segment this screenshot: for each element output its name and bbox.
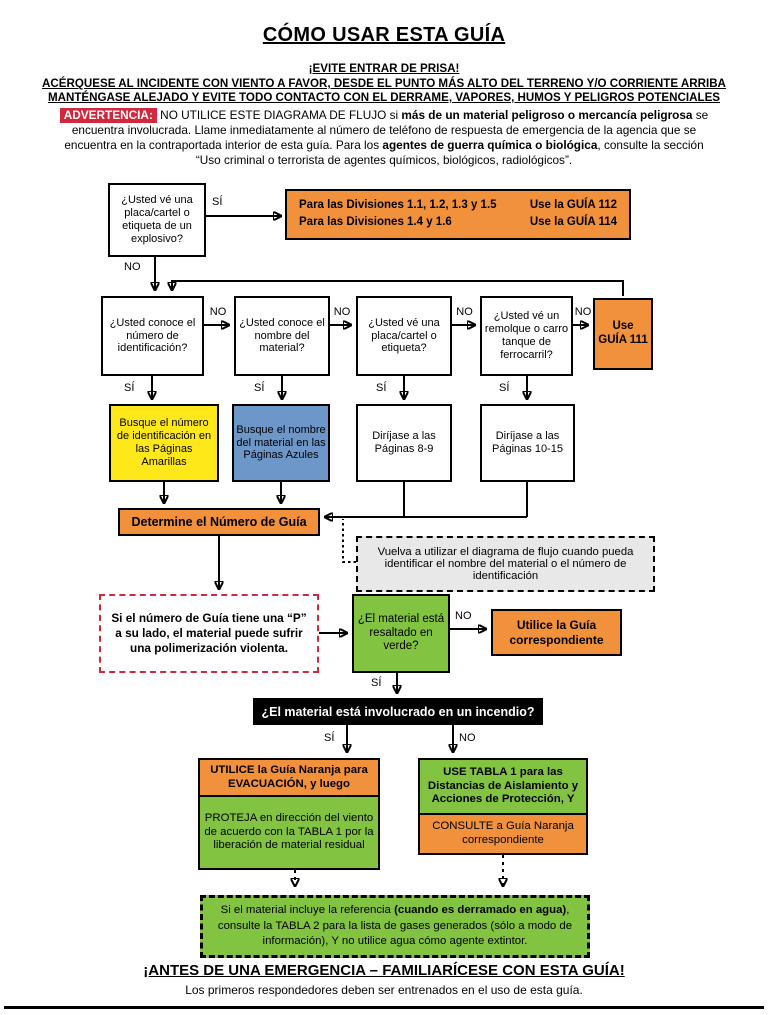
label-no-4: NO xyxy=(574,306,592,318)
guide-112-label: Use la GUÍA 112 xyxy=(529,199,617,212)
water-note-bold: (cuando es derramado en agua) xyxy=(394,904,567,917)
label-no-green: NO xyxy=(455,610,472,622)
water-spill-note xyxy=(200,895,590,958)
fire-yes-stack xyxy=(198,758,380,870)
label-si-4: SÍ xyxy=(499,382,510,394)
reuse-flowchart-note: Vuelva a utilizar el diagrama de flujo cuando pueda identificar el nombre del material o el número de identificación xyxy=(356,536,655,592)
bottom-rule xyxy=(4,1006,764,1009)
warning-text-1: NO UTILICE ESTE DIAGRAMA DE FLUJO si xyxy=(156,108,402,122)
determine-guide-number-box: Determine el Número de Guía xyxy=(118,508,320,536)
division-row-1 xyxy=(299,199,617,213)
label-si-green: SÍ xyxy=(371,677,382,689)
question-railcar: ¿Usted vé un remolque o carro tanque de ferrocarril? xyxy=(480,296,573,376)
division-1-text: Para las Divisiones 1.1, 1.2, 1.3 y 1.5 xyxy=(299,199,497,212)
footer-subtitle: Los primeros respondedores deben ser entrenados en el uso de esta guía. xyxy=(185,983,583,997)
warning-bold-2: agentes de guerra química o biológica xyxy=(382,138,598,152)
question-explosive-placard: ¿Usted vé una placa/cartel o etiqueta de un explosivo? xyxy=(108,183,206,257)
footer-title: ¡ANTES DE UNA EMERGENCIA – FAMILIARÍCESE CON ESTA GUÍA! xyxy=(143,962,625,979)
label-si-explosive: SÍ xyxy=(212,196,223,208)
water-note-text xyxy=(213,903,577,949)
warning-badge: ADVERTENCIA: xyxy=(60,108,157,123)
label-si-1: SÍ xyxy=(124,382,135,394)
division-row-2 xyxy=(299,216,617,230)
evacuate-orange-guide-box: UTILICE la Guía Naranja para EVACUACIÓN, y luego xyxy=(198,758,380,797)
pages-10-15-box: Diríjase a las Páginas 10-15 xyxy=(480,404,575,482)
safety-rule-1: ¡EVITE ENTRAR DE PRISA! xyxy=(308,62,460,75)
use-guide-111-box: Use GUÍA 111 xyxy=(593,298,653,370)
yellow-pages-box: Busque el número de identificación en las Páginas Amarillas xyxy=(109,404,219,482)
safety-rule-2: ACÉRQUESE AL INCIDENTE CON VIENTO A FAVOR, DESDE EL PUNTO MÁS ALTO DEL TERRENO Y/O CORRIENTE ARRIBA xyxy=(42,77,726,90)
warning-text-2: se encuentra involucrada. Llame inmediatamente al número de teléfono de respuesta de emergencia de la agencia que se encuentra en la contraportada interior de esta guía. Para los xyxy=(64,108,709,152)
warning-bold-1: más de un material peligroso o mercancía peligrosa xyxy=(401,108,693,122)
page-title: CÓMO USAR ESTA GUÍA xyxy=(262,24,506,46)
label-no-2: NO xyxy=(333,306,351,318)
warning-text-3: , consulte la sección “Uso criminal o terrorista de agentes químicos, biológicos, radiológicos”. xyxy=(195,138,704,167)
question-material-name: ¿Usted conoce el nombre del material? xyxy=(234,296,330,376)
question-id-number: ¿Usted conoce el número de identificación? xyxy=(101,296,204,376)
use-table-1-box: USE TABLA 1 para las Distancias de Aislamiento y Acciones de Protección, Y xyxy=(418,758,588,815)
label-no-explosive: NO xyxy=(124,261,141,273)
question-green-highlight: ¿El material está resaltado en verde? xyxy=(352,594,450,673)
division-2-text: Para las Divisiones 1.4 y 1.6 xyxy=(299,216,452,228)
consult-orange-guide-box: CONSULTE a Guía Naranja correspondiente xyxy=(418,813,588,855)
label-no-1: NO xyxy=(209,306,227,318)
safety-rule-3: MANTÉNGASE ALEJADO Y EVITE TODO CONTACTO CON EL DERRAME, VAPORES, HUMOS Y PELIGROS POTENCIALES xyxy=(47,91,721,104)
blue-pages-box: Busque el nombre del material en las Páginas Azules xyxy=(232,404,330,482)
label-si-fire: SÍ xyxy=(324,732,335,744)
question-fire: ¿El material está involucrado en un incendio? xyxy=(253,698,543,725)
water-note-seg-2: , consulte la TABLA 2 para la lista de gases generados (sólo a modo de información), Y no utilice agua cómo agente extintor. xyxy=(217,904,573,948)
use-corresponding-guide-box: Utilice la Guía correspondiente xyxy=(491,609,622,656)
water-note-seg-1: Si el material incluye la referencia xyxy=(220,904,395,917)
protect-downwind-box: PROTEJA en dirección del viento de acuerdo con la TABLA 1 por la liberación de material residual xyxy=(198,795,380,870)
fire-no-stack xyxy=(418,758,588,855)
pages-8-9-box: Diríjase a las Páginas 8-9 xyxy=(356,404,452,482)
guide-114-label: Use la GUÍA 114 xyxy=(529,216,617,228)
label-si-2: SÍ xyxy=(254,382,265,394)
label-si-3: SÍ xyxy=(376,382,387,394)
guide-112-114-box xyxy=(285,189,631,240)
question-placard: ¿Usted vé una placa/cartel o etiqueta? xyxy=(356,296,452,376)
polymerization-note: Si el número de Guía tiene una “P” a su lado, el material puede sufrir una polimerización violenta. xyxy=(99,594,319,673)
label-no-3: NO xyxy=(456,306,473,318)
warning-paragraph xyxy=(54,108,714,168)
label-no-fire: NO xyxy=(459,732,476,744)
